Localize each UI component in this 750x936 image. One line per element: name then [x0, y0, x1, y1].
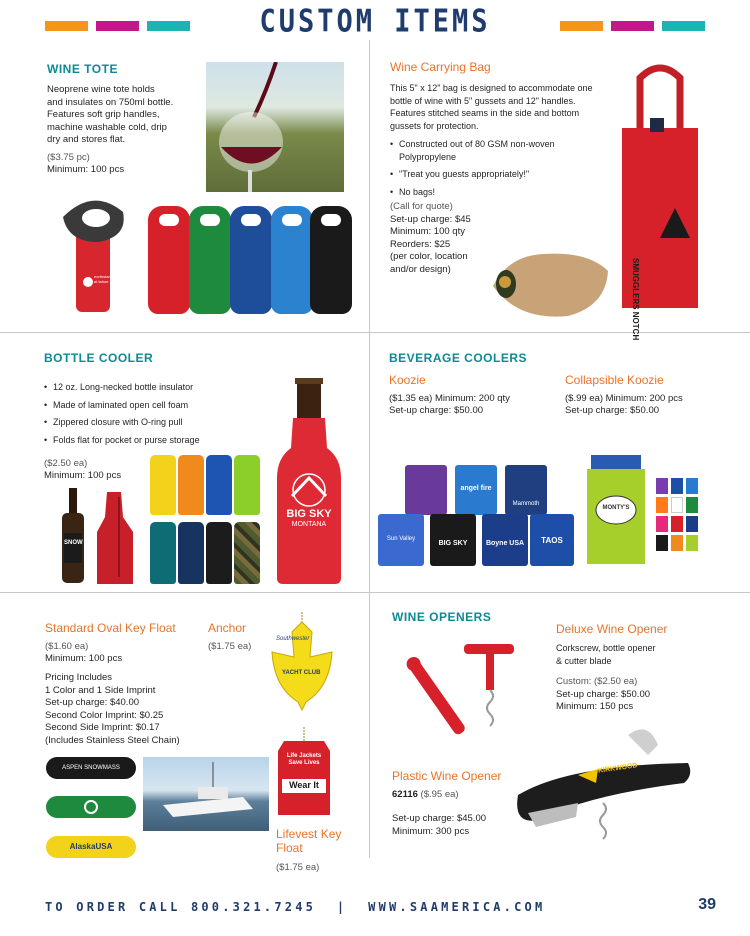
wine-tote-red — [148, 206, 190, 314]
small-bottle-label: SNOW — [64, 540, 83, 546]
bottle-cooler-price: ($2.50 ea) — [44, 458, 88, 469]
wine-tote-black — [310, 206, 352, 314]
plastic-opener-heading: Plastic Wine Opener — [392, 769, 502, 783]
key-float-price: ($1.60 ea) — [45, 641, 89, 652]
wine-bag-bullet: • "Treat you guests appropriately!" — [390, 168, 585, 181]
bottle-cooler-minimum: Minimum: 100 pcs — [44, 470, 122, 481]
anchor-price: ($1.75 ea) — [208, 641, 252, 652]
koozie-price-line: ($1.35 ea) Minimum: 200 qty — [389, 393, 510, 404]
collapsible-koozie-product — [585, 455, 650, 565]
bottle-cooler-bullet: • Zippered closure with O-ring pull — [44, 416, 264, 429]
footer-contact: TO ORDER CALL 800.321.7245 | WWW.SAAMERICA.COM — [45, 900, 546, 914]
collapsible-price-line: ($.99 ea) Minimum: 200 pcs — [565, 393, 683, 404]
wine-pour-photo — [206, 62, 344, 192]
wine-tote-desc: Neoprene wine tote holds and insulates on 750ml bottle. Features soft grip handles, machine washable cold, drip dry and stores flat. — [47, 84, 174, 145]
flat-bottle-cooler — [95, 492, 135, 584]
lifevest-price: ($1.75 ea) — [276, 862, 320, 873]
bottle-cooler-bullets — [44, 381, 264, 451]
deluxe-opener-heading: Deluxe Wine Opener — [556, 622, 668, 636]
key-float-green — [46, 796, 136, 818]
wine-bag-bullet: • Constructed out of 80 GSM non-woven Polypropylene — [390, 138, 585, 163]
key-float-pricing: Pricing Includes 1 Color and 1 Side Imprint Set-up charge: $40.00 Second Color Imprint: $0.25 Second Side Imprint: $0.17 (Includes Stainless Steel Chain) — [45, 672, 180, 746]
lifevest-imprint-main: Wear It — [289, 780, 319, 790]
collapsible-setup-line: Set-up charge: $50.00 — [565, 405, 660, 416]
cooler-lime — [234, 455, 260, 515]
deluxe-opener-pricing: Custom: ($2.50 ea) Set-up charge: $50.00 Minimum: 150 pcs — [556, 676, 651, 712]
beverage-coolers-heading: BEVERAGE COOLERS — [389, 351, 528, 365]
bottle-cooler-bullet: • Made of laminated open cell foam — [44, 399, 264, 412]
plastic-opener-item-number: 62116 — [392, 789, 418, 800]
plastic-opener-item — [392, 789, 459, 802]
koozie-sunvalley: Sun Valley — [378, 514, 424, 566]
anchor-heading: Anchor — [208, 621, 247, 635]
plastic-opener-price: ($.95 ea) — [420, 789, 459, 800]
koozie-boyne: Boyne USA — [482, 514, 528, 566]
wine-tote-lightblue — [271, 206, 313, 314]
bottle-cooler-heading: BOTTLE COOLER — [44, 351, 154, 365]
wine-tote-minimum: Minimum: 100 pcs — [47, 164, 125, 175]
page-title: CUSTOM ITEMS — [259, 3, 491, 40]
cooler-camo — [234, 522, 260, 584]
anchor-imprint-bottom: YACHT CLUB — [282, 670, 321, 676]
koozie-taos: TAOS — [530, 514, 574, 566]
collapsible-koozie-heading: Collapsible Koozie — [565, 373, 664, 387]
wine-bag-bullets — [390, 138, 585, 203]
wine-tote-price: ($3.75 pc) — [47, 152, 90, 163]
koozie-bigsky: BIG SKY — [430, 514, 476, 566]
boat-photo — [143, 757, 269, 831]
anchor-float — [262, 612, 340, 712]
beer-bottle-small — [60, 488, 86, 583]
collapsible-color-swatches — [656, 478, 698, 568]
paper-bag-bottle-photo — [488, 246, 614, 322]
big-sky-imprint-line1: BIG SKY — [286, 508, 332, 520]
wine-bag-pricing: (Call for quote) Set-up charge: $45 Minimum: 100 qty Reorders: $25 (per color, location and/or design) — [390, 201, 471, 275]
anchor-imprint-top: Southwester — [276, 636, 310, 642]
cooler-black — [206, 522, 232, 584]
key-float-minimum: Minimum: 100 pcs — [45, 653, 123, 664]
key-float-yellow: AlaskaUSA — [46, 836, 136, 858]
cooler-yellow — [150, 455, 176, 515]
wine-bag-bullet: • No bags! — [390, 186, 585, 199]
koozie-mammoth: Mammoth — [505, 465, 547, 515]
key-float-black: ASPEN SNOWMASS — [46, 757, 136, 779]
page-number: 39 — [698, 896, 716, 913]
big-sky-bottle-cooler — [275, 378, 343, 586]
tote-imprint: northstar at tahoe — [94, 274, 110, 284]
wine-tote-green — [189, 206, 231, 314]
cooler-teal — [150, 522, 176, 584]
wine-tote-opener-product — [58, 192, 128, 317]
wine-glass-illustration — [206, 62, 344, 192]
wine-bag-heading: Wine Carrying Bag — [390, 60, 491, 74]
koozie-angelfire: angel fire — [455, 465, 497, 515]
wine-bag-desc: This 5" x 12" bag is designed to accommodate one bottle of wine with 5" gussets and 12" handles. Features stitched seams in the side and bottom gussets for protection. — [390, 83, 593, 131]
collapsible-koozie-label: MONTY'S — [602, 505, 630, 511]
koozie-setup-line: Set-up charge: $50.00 — [389, 405, 484, 416]
lifevest-float — [274, 727, 334, 819]
lifevest-imprint-top: Life Jackets Save Lives — [286, 753, 322, 766]
cooler-navy — [178, 522, 204, 584]
wine-openers-heading: WINE OPENERS — [392, 610, 492, 624]
bottle-cooler-bullet: • 12 oz. Long-necked bottle insulator — [44, 381, 264, 394]
plastic-opener-pricing: Set-up charge: $45.00 Minimum: 300 pcs — [392, 813, 487, 837]
deluxe-opener-desc: Corkscrew, bottle opener & cutter blade — [556, 643, 656, 666]
koozie-purple — [405, 465, 447, 515]
divider-vertical — [369, 40, 370, 858]
wine-tote-heading: WINE TOTE — [47, 62, 118, 76]
cooler-orange — [178, 455, 204, 515]
deluxe-wine-opener-product — [508, 725, 698, 845]
cooler-blue — [206, 455, 232, 515]
big-sky-imprint-line2: MONTANA — [291, 521, 327, 528]
divider-row-2 — [0, 592, 750, 593]
lifevest-heading: Lifevest Key Float — [276, 827, 342, 855]
bottle-cooler-bullet: • Folds flat for pocket or purse storage — [44, 434, 264, 447]
koozie-heading: Koozie — [389, 373, 426, 387]
wine-bag-imprint: SMUGGLERS NOTCH — [631, 258, 640, 341]
deluxe-opener-imprint: KIRKWOOD — [597, 762, 638, 775]
wine-tote-blue — [230, 206, 272, 314]
red-wine-bag — [620, 58, 700, 341]
key-float-heading: Standard Oval Key Float — [45, 621, 176, 635]
